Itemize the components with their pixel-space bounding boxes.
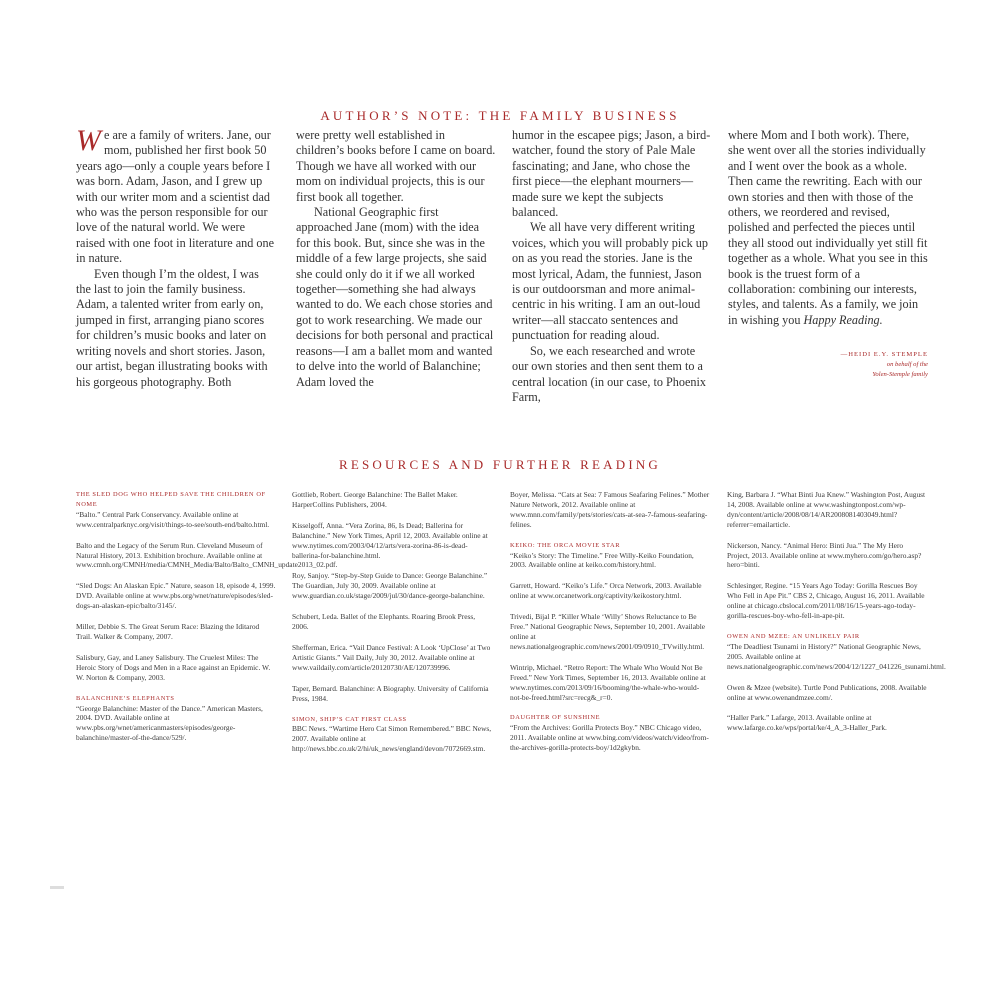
resources-column-1 <box>76 490 338 754</box>
resource-entry: Owen & Mzee (website). Turtle Pond Publications, 2008. Available online at www.owenandmzee.com/. <box>727 682 927 702</box>
resource-entry: Schlesinger, Regine. “15 Years Ago Today: Gorilla Rescues Boy Who Fell in Ape Pit.” CBS 2, Chicago, August 16, 2011. Available online at chicago.cbslocal.com/2011/08/16/15-years-ago-today-gorilla-rescues-boy-who-fell-in-ape-pit. <box>727 581 925 621</box>
resource-entry: Garrett, Howard. “Keiko’s Life.” Orca Network, 2003. Available online at www.orcanetwork.org/captivity/keikostory.html. <box>510 581 702 601</box>
resource-entry: “George Balanchine: Master of the Dance.” American Masters, 2004. DVD. Available online at www.pbs.org/wnet/americanmasters/episodes/george-balanchine/master-of-the-dance/529/. <box>76 703 263 743</box>
author-note-heading: AUTHOR’S NOTE: THE FAMILY BUSINESS <box>320 108 680 123</box>
author-note-paragraph: So, we each researched and wrote our own stories and then sent them to a central location (in our case, to Phoenix Farm, <box>512 343 706 404</box>
resource-entry: Balto and the Legacy of the Serum Run. Cleveland Museum of Natural History, 2013. Exhibition brochure. Available online at www.cmnh.org/CMNH/media/CMNH_Media/Balto/Balto_CMNH_update2013_02.pdf. <box>76 540 338 570</box>
resource-section-title: SIMON, SHIP’S CAT FIRST CLASS <box>292 715 407 723</box>
author-note-paragraph: were pretty well established in children’s books before I came on board. Though we have all worked with our mom on individual projects, this is our first book all together. <box>296 128 496 204</box>
resource-entry: Gottlieb, Robert. George Balanchine: The Ballet Maker. HarperCollins Publishers, 2004. <box>292 490 458 509</box>
resources-column-3 <box>510 490 710 764</box>
resource-entry: Trivedi, Bijal P. “Killer Whale ‘Willy’ Shows Reluctance to Be Free.” National Geographic News, September 10, 2001. Available online at news.nationalgeographic.com/news/2001/09/0910_TVwilly.html. <box>510 612 706 651</box>
resource-section-title: OWEN AND MZEE: AN UNLIKELY PAIR <box>727 632 860 640</box>
author-note-column-2 <box>296 128 496 390</box>
page-mark <box>50 886 64 889</box>
resource-entry: “The Deadliest Tsunami in History?” National Geographic News, 2005. Available online at news.nationalgeographic.com/news/2004/12/1227_041226_tsunami.html. <box>727 641 946 671</box>
resource-entry: Taper, Bernard. Balanchine: A Biography. University of California Press, 1984. <box>292 683 489 703</box>
resource-entry: Nickerson, Nancy. “Animal Hero: Binti Jua.” The My Hero Project, 2013. Available online at www.myhero.com/go/hero.asp?hero=binti. <box>727 540 922 570</box>
resource-entry: Roy, Sanjoy. “Step-by-Step Guide to Dance: George Balanchine.” The Guardian, July 30, 2009. Available online at www.guardian.co.uk/stage/2009/jul/30/dance-george-balanchine. <box>292 571 488 601</box>
resource-section-title: KEIKO: THE ORCA MOVIE STAR <box>510 541 621 549</box>
resource-entry: “From the Archives: Gorilla Protects Boy.” NBC Chicago video, 2011. Available online at www.bing.com/videos/watch/video/from-the-archives-gorilla-protects-boy/1d2gkybn. <box>510 723 709 753</box>
resources-column-4 <box>727 490 946 744</box>
resource-section-title: BALANCHINE’S ELEPHANTS <box>76 694 175 702</box>
resource-entry: “Haller Park.” Lafarge, 2013. Available online at www.lafarge.co.ke/wps/portal/ke/4_A_3-Haller_Park. <box>727 713 887 733</box>
resource-entry: Kisselgoff, Anna. “Vera Zorina, 86, Is Dead; Ballerina for Balanchine.” New York Times, April 12, 2003. Available online at www.nytimes.com/2003/04/12/arts/vera-zorina-86-is-dead-ballerina-for-balanchine.html. <box>292 520 488 560</box>
resources-heading: RESOURCES AND FURTHER READING <box>338 457 662 472</box>
resource-entry: “Balto.” Central Park Conservancy. Available online at www.centralparknyc.org/visit/things-to-see/south-end/balto.html. <box>76 509 270 529</box>
signature-on-behalf: on behalf of the <box>886 361 928 369</box>
resource-entry: Shefferman, Erica. “Vail Dance Festival: A Look ‘UpClose’ at Two Artistic Giants.” Vail Daily, July 30, 2012. Available online at www.vaildaily.com/article/20120730/AE/120739996. <box>292 642 491 672</box>
resource-entry: Wintrip, Michael. “Retro Report: The Whale Who Would Not Be Freed.” New York Times, September 16, 2013. Available online at www.nytimes.com/2013/09/16/booming/the-whale-who-would-not-be-freed.html?src=recg&_r=0. <box>510 662 706 702</box>
author-note-column-4 <box>728 128 928 380</box>
signature <box>728 350 928 380</box>
resource-section-title: DAUGHTER OF SUNSHINE <box>510 714 601 722</box>
resources-column-2 <box>292 490 492 765</box>
resource-entry: “Sled Dogs: An Alaskan Epic.” Nature, season 18, episode 4, 1999. DVD. Available online at www.pbs.org/wnet/nature/episodes/sled-dogs-an-alaskan-epic/balto/3145/. <box>76 581 276 611</box>
resource-entry: “Keiko’s Story: The Timeline.” Free Willy-Keiko Foundation, 2003. Available online at keiko.com/history.html. <box>510 550 694 570</box>
resource-entry: King, Barbara J. “What Binti Jua Knew.” Washington Post, August 14, 2008. Available online at www.washingtonpost.com/wp-dyn/content/article/2008/08/14/AR2008081403049.html?referrer=emailarticle. <box>727 490 926 529</box>
author-note-column-3 <box>512 128 712 405</box>
drop-cap: W <box>76 124 101 157</box>
author-note-paragraph: National Geographic first approached Jane (mom) with the idea for this book. But, since she was in the middle of a few large projects, she said she could only do it if we all worked together—something she had always wanted to do. We each chose stories and got to work researching. We made our decisions for both personal and practical reasons—I am a ballet mom and wanted to delve into the world of Balanchine; Adam loved the <box>296 205 494 389</box>
author-note-paragraph: where Mom and I both work). There, she went over all the stories individually and I went over the book as a whole. Then came the rewriting. Each with our own stories and then with those of the others, we reordered and revised, polished and perfected the pieces until they all stood out individually yet still fit together as a whole. What you see in this book is the truest form of a collaboration: combining our interests, styles, and talents. As a family, we join in wishing you Happy Reading. <box>728 128 928 327</box>
signature-family: Yolen-Stemple family <box>872 371 928 379</box>
author-note-column-1 <box>76 124 276 390</box>
signature-author: —HEIDI E.Y. STEMPLE <box>840 351 928 359</box>
author-note-paragraph: We are a family of writers. Jane, our mom, published her first book 50 years ago—only a couple years before I was born. Adam, Jason, and I grew up with our writer mom and a scientist dad who was the person responsible for our love of the natural world. We were raised with one foot in literature and one in nature. <box>76 124 274 266</box>
resource-entry: Miller, Debbie S. The Great Serum Race: Blazing the Iditarod Trail. Walker & Company, 2007. <box>76 622 260 641</box>
author-note-paragraph: Even though I’m the oldest, I was the last to join the family business. Adam, a talented writer from early on, jumped in first, arranging piano scores for children’s music books and later on writing novels and short stories. Jason, our artist, began illustrating books with his gorgeous photography. Both <box>76 266 268 389</box>
resource-entry: BBC News. “Wartime Hero Cat Simon Remembered.” BBC News, 2007. Available online at http://news.bbc.co.uk/2/hi/uk_news/england/devon/7072669.stm. <box>292 724 492 754</box>
resource-entry: Boyer, Melissa. “Cats at Sea: 7 Famous Seafaring Felines.” Mother Nature Network, 2012. Available online at www.mnn.com/family/pets/stories/cats-at-sea-7-famous-seafaring-felines. <box>510 490 710 529</box>
resource-entry: Schubert, Leda. Ballet of the Elephants. Roaring Brook Press, 2006. <box>292 612 476 632</box>
author-note-paragraph: humor in the escapee pigs; Jason, a bird-watcher, found the story of Pale Male fascinating; and Jane, who chose the first piece—the elephant mourners—made sure we kept the subjects balanced. <box>512 128 711 220</box>
closing-phrase: Happy Reading. <box>803 312 883 327</box>
author-note-paragraph: We all have very different writing voices, which you will probably pick up on as you read the stories. Jane is the most lyrical, Adam, the funniest, Jason is our outdoorsman and more animal-centric in his writing. I am an out-loud writer—all staccato sentences and punctuation for reading aloud. <box>512 220 708 343</box>
resource-section-title: THE SLED DOG WHO HELPED SAVE THE CHILDREN OF NOME <box>76 491 266 508</box>
resource-entry: Salisbury, Gay, and Laney Salisbury. The Cruelest Miles: The Heroic Story of Dogs and Men in a Race against an Epidemic. W. W. Norton & Company, 2003. <box>76 652 271 682</box>
